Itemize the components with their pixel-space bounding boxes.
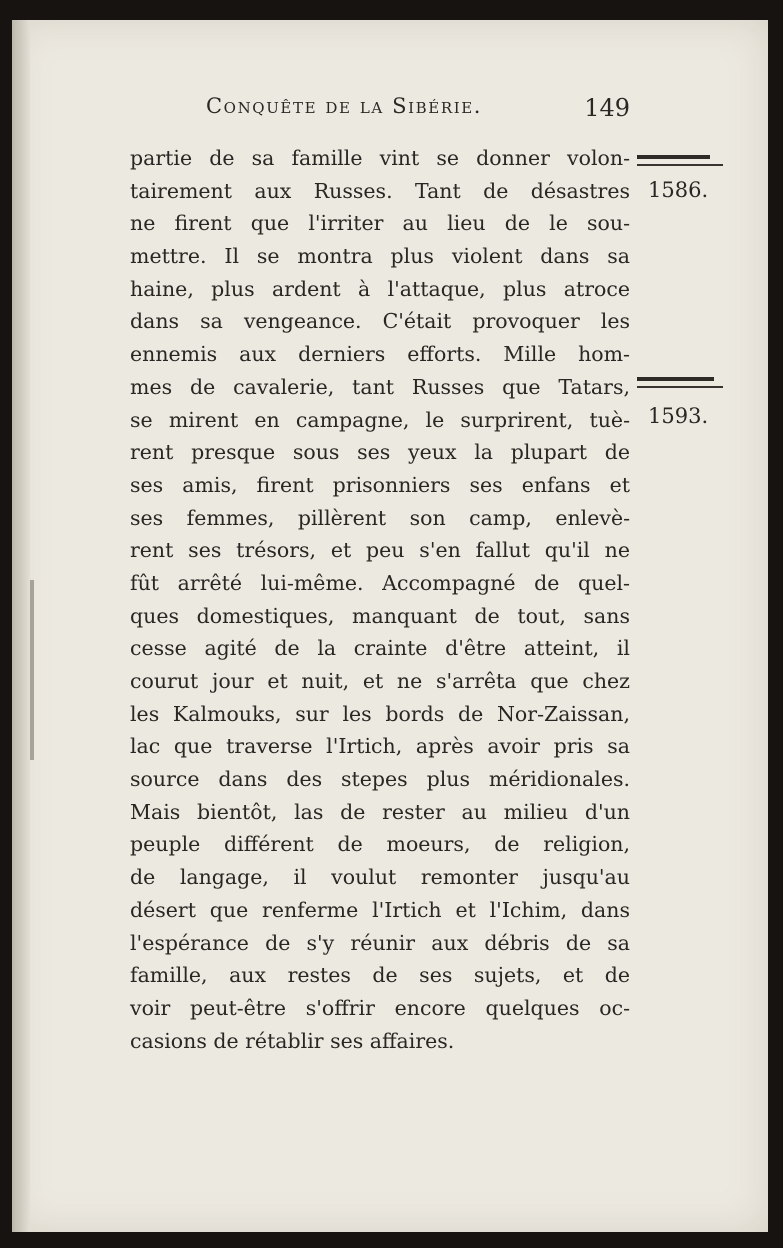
text-line: partie de sa famille vint se donner volon- <box>130 146 630 170</box>
margin-year-note: 1586. <box>648 178 709 202</box>
margin-rule <box>637 164 723 166</box>
text-line: ennemis aux derniers efforts. Mille hom- <box>130 342 630 367</box>
text-line: ques domestiques, manquant de tout, sans <box>130 603 630 628</box>
text-line: mes de cavalerie, tant Russes que Tatars, <box>130 374 630 399</box>
page-fold-shadow <box>12 20 30 1232</box>
text-line: désert que renferme l'Irtich et l'Ichim, dans <box>130 897 630 922</box>
text-line: haine, plus ardent à l'attaque, plus atroce <box>130 276 630 301</box>
text-line: fût arrêté lui-même. Accompagné de quel- <box>130 570 630 595</box>
text-line: Mais bientôt, las de rester au milieu d'un <box>130 799 630 824</box>
page-number: 149 <box>584 94 630 122</box>
text-line: cesse agité de la crainte d'être atteint, il <box>130 636 630 661</box>
text-line: ses femmes, pillèrent son camp, enlevè- <box>130 505 630 530</box>
body-text <box>130 142 630 1057</box>
margin-rule <box>637 377 714 381</box>
text-line: famille, aux restes de ses sujets, et de <box>130 963 630 988</box>
text-line: dans sa vengeance. C'était provoquer les <box>130 309 630 334</box>
text-line: mettre. Il se montra plus violent dans sa <box>130 244 630 269</box>
text-line: les Kalmouks, sur les bords de Nor-Zaissan, <box>130 701 630 726</box>
margin-rule <box>637 386 723 388</box>
text-line: courut jour et nuit, et ne s'arrêta que chez <box>130 669 630 693</box>
text-line: peuple différent de moeurs, de religion, <box>130 832 630 857</box>
text-line: lac que traverse l'Irtich, après avoir pris sa <box>130 734 630 759</box>
binding-thread <box>30 580 34 760</box>
text-line: rent ses trésors, et peu s'en fallut qu'il ne <box>130 538 630 563</box>
page-header <box>190 90 630 130</box>
text-line: rent presque sous ses yeux la plupart de <box>130 440 630 465</box>
running-title: Conquête de la Sibérie. <box>206 94 483 118</box>
margin-year-note: 1593. <box>648 404 709 428</box>
text-line: casions de rétablir ses affaires. <box>130 1028 455 1053</box>
text-line: tairement aux Russes. Tant de désastres <box>130 178 630 203</box>
text-line: source dans des stepes plus méridionales. <box>130 767 630 792</box>
text-line: se mirent en campagne, le surprirent, tuè- <box>130 407 630 432</box>
text-line: ne firent que l'irriter au lieu de le sou- <box>130 211 630 236</box>
text-line: de langage, il voulut remonter jusqu'au <box>130 865 630 890</box>
margin-rule <box>637 155 710 159</box>
text-line: voir peut-être s'offrir encore quelques oc- <box>130 995 630 1020</box>
text-line: l'espérance de s'y réunir aux débris de sa <box>130 930 630 955</box>
text-line: ses amis, firent prisonniers ses enfans et <box>130 472 630 497</box>
